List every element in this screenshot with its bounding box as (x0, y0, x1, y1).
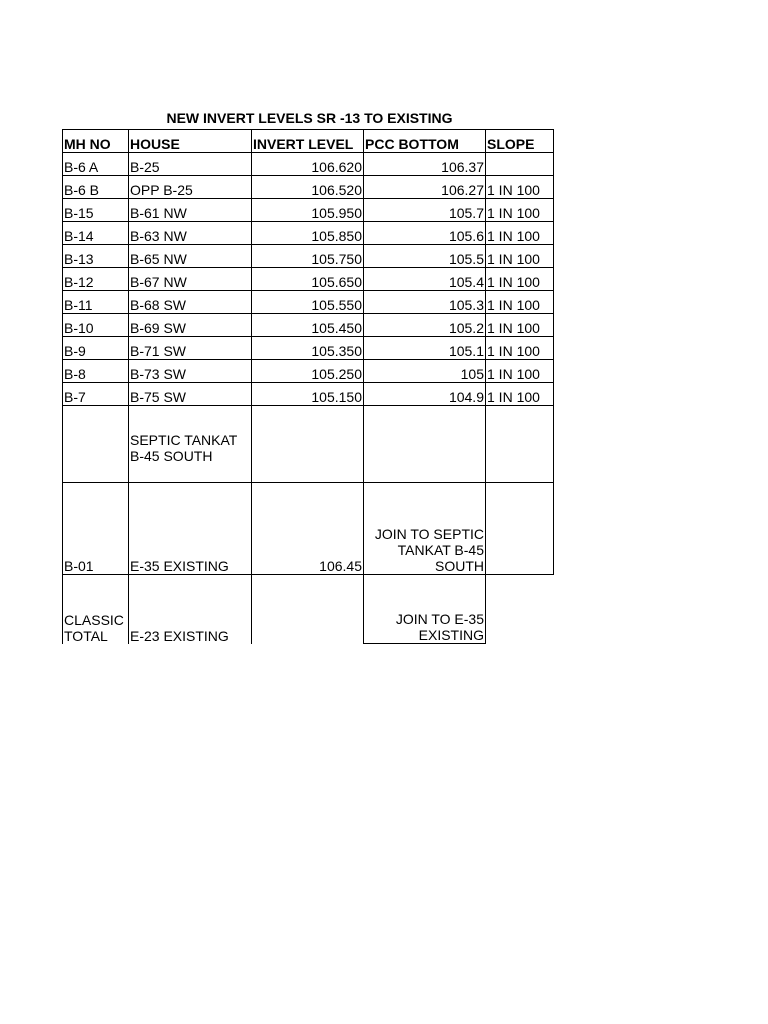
cell-mh-no: B-10 (63, 314, 129, 337)
cell-house: B-69 SW (129, 314, 252, 337)
cell-slope: 1 IN 100 (486, 337, 554, 360)
cell-mh-no: B-13 (63, 245, 129, 268)
cell-slope (486, 153, 554, 176)
cell-house: E-23 EXISTING (129, 575, 252, 644)
cell-pcc-bottom: 105.7 (364, 199, 486, 222)
table-row-septic (63, 406, 554, 483)
cell-pcc-bottom: 106.37 (364, 153, 486, 176)
table-row-classic (63, 575, 554, 644)
header-pcc-bottom: PCC BOTTOM (364, 130, 486, 153)
cell-invert-level: 105.150 (252, 383, 364, 406)
cell-pcc-bottom: 105.5 (364, 245, 486, 268)
cell-house: B-63 NW (129, 222, 252, 245)
header-row (63, 130, 554, 153)
extra-rows (63, 406, 554, 644)
cell-mh-no: B-7 (63, 383, 129, 406)
cell-slope: 1 IN 100 (486, 176, 554, 199)
cell-house: E-35 EXISTING (129, 483, 252, 575)
table-body (63, 153, 554, 406)
cell-pcc-bottom: 106.27 (364, 176, 486, 199)
cell-pcc-bottom: 105.4 (364, 268, 486, 291)
cell-invert-level: 105.250 (252, 360, 364, 383)
cell-invert-level (252, 575, 364, 644)
cell-house: B-71 SW (129, 337, 252, 360)
table-row (63, 153, 554, 176)
cell-mh-no: B-12 (63, 268, 129, 291)
cell-slope: 1 IN 100 (486, 383, 554, 406)
table-row (63, 291, 554, 314)
cell-slope: 1 IN 100 (486, 360, 554, 383)
cell-invert-level: 105.850 (252, 222, 364, 245)
cell-pcc-bottom: JOIN TO SEPTIC TANKAT B-45 SOUTH (364, 483, 486, 575)
cell-slope: 1 IN 100 (486, 245, 554, 268)
cell-house: B-75 SW (129, 383, 252, 406)
cell-slope: 1 IN 100 (486, 314, 554, 337)
cell-mh-no: B-14 (63, 222, 129, 245)
cell-invert-level: 105.550 (252, 291, 364, 314)
table-row (63, 337, 554, 360)
cell-house: B-73 SW (129, 360, 252, 383)
header-house: HOUSE (129, 130, 252, 153)
cell-house: B-68 SW (129, 291, 252, 314)
table-row (63, 245, 554, 268)
header-mh-no: MH NO (63, 130, 129, 153)
cell-house-septic: SEPTIC TANKAT B-45 SOUTH (129, 406, 252, 483)
cell-pcc-bottom: JOIN TO E-35 EXISTING (364, 575, 486, 644)
header-invert-level: INVERT LEVEL (252, 130, 364, 153)
cell-mh-no: B-6 B (63, 176, 129, 199)
cell-house: OPP B-25 (129, 176, 252, 199)
header-slope: SLOPE (486, 130, 554, 153)
cell-pcc-bottom: 105.6 (364, 222, 486, 245)
cell-pcc-bottom: 105 (364, 360, 486, 383)
cell-mh-no: B-6 A (63, 153, 129, 176)
cell-mh-no: B-11 (63, 291, 129, 314)
table-row (63, 360, 554, 383)
table-row (63, 176, 554, 199)
cell-slope: 1 IN 100 (486, 222, 554, 245)
invert-levels-table (62, 129, 554, 644)
cell-invert-level: 105.650 (252, 268, 364, 291)
cell-pcc-bottom (364, 406, 486, 483)
table-row (63, 268, 554, 291)
cell-slope (486, 483, 554, 575)
cell-invert-level: 105.750 (252, 245, 364, 268)
cell-pcc-bottom: 105.3 (364, 291, 486, 314)
cell-mh-no: B-01 (63, 483, 129, 575)
cell-mh-no (63, 406, 129, 483)
table-row (63, 383, 554, 406)
cell-mh-no: B-15 (63, 199, 129, 222)
cell-house: B-61 NW (129, 199, 252, 222)
cell-slope (486, 406, 554, 483)
table-row-b01 (63, 483, 554, 575)
cell-invert-level: 105.950 (252, 199, 364, 222)
cell-pcc-bottom: 104.9 (364, 383, 486, 406)
cell-pcc-bottom: 105.2 (364, 314, 486, 337)
table-row (63, 222, 554, 245)
cell-invert-level: 106.520 (252, 176, 364, 199)
cell-slope: 1 IN 100 (486, 199, 554, 222)
sheet-title: NEW INVERT LEVELS SR -13 TO EXISTING (166, 110, 453, 126)
cell-house: B-65 NW (129, 245, 252, 268)
cell-slope (486, 575, 554, 644)
cell-mh-no: B-9 (63, 337, 129, 360)
cell-invert-level (252, 406, 364, 483)
cell-house: B-25 (129, 153, 252, 176)
cell-invert-level: 106.620 (252, 153, 364, 176)
cell-invert-level: 105.350 (252, 337, 364, 360)
cell-mh-no: B-8 (63, 360, 129, 383)
table-row (63, 199, 554, 222)
cell-invert-level: 106.45 (252, 483, 364, 575)
cell-pcc-bottom: 105.1 (364, 337, 486, 360)
table-row (63, 314, 554, 337)
cell-mh-no: CLASSIC TOTAL (63, 575, 129, 644)
cell-slope: 1 IN 100 (486, 268, 554, 291)
cell-slope: 1 IN 100 (486, 291, 554, 314)
cell-house: B-67 NW (129, 268, 252, 291)
cell-invert-level: 105.450 (252, 314, 364, 337)
